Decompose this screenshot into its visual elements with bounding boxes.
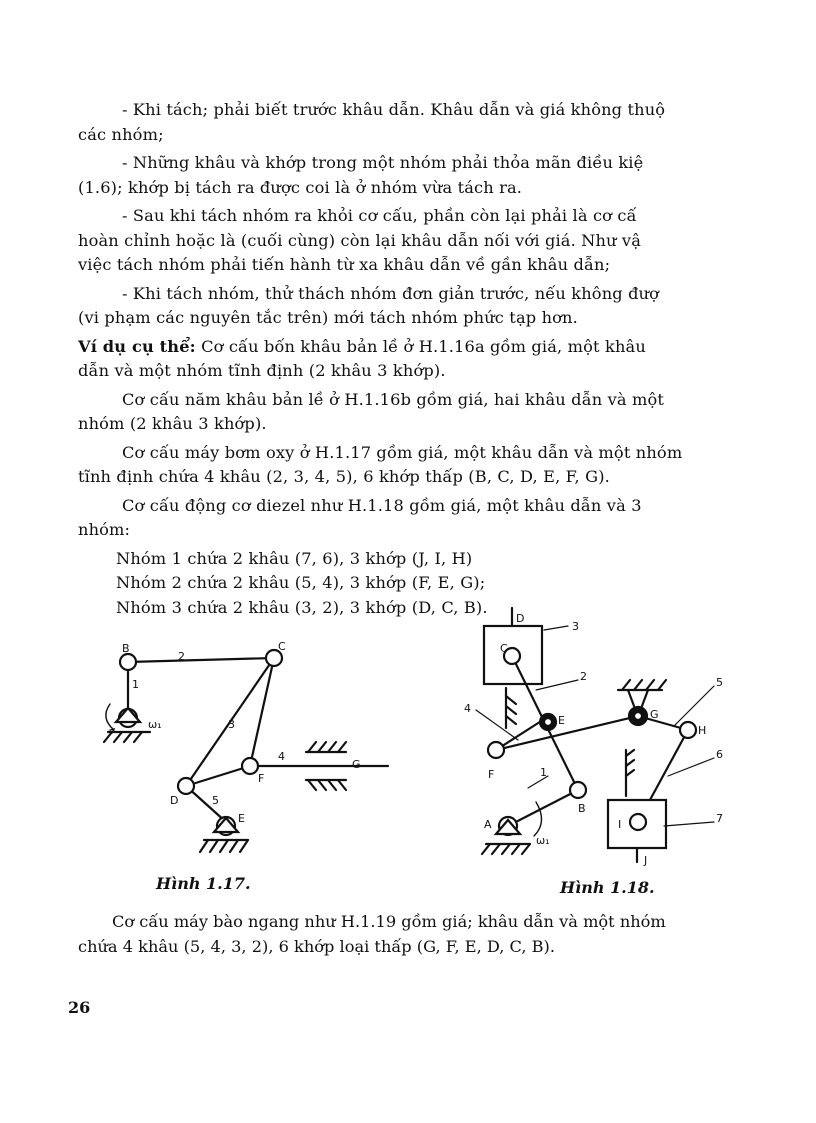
label-h: H bbox=[698, 724, 707, 737]
label-omega: ω₁ bbox=[536, 834, 550, 847]
label-link-2: 2 bbox=[580, 670, 587, 683]
label-g: G bbox=[650, 708, 659, 721]
text-line: dẫn và một nhóm tĩnh định (2 khâu 3 khớp). bbox=[78, 361, 446, 380]
label-link-5: 5 bbox=[716, 676, 723, 689]
figure-117-caption: Hình 1.17. bbox=[156, 874, 251, 893]
figures bbox=[78, 600, 768, 900]
label-d: D bbox=[516, 612, 525, 625]
text-line: hoàn chỉnh hoặc là (cuối cùng) còn lại khâu dẫn nối với giá. Như vậ bbox=[78, 230, 642, 250]
text-line: Cơ cấu bốn khâu bản lề ở H.1.16a gồm giá, một khâu bbox=[195, 336, 646, 356]
label-b: B bbox=[122, 642, 130, 655]
example-paragraph bbox=[78, 335, 756, 384]
text-line: - Khi tách nhóm, thử thách nhóm đơn giản trước, nếu không đượ bbox=[122, 283, 660, 303]
label-link-6: 6 bbox=[716, 748, 723, 761]
label-f: F bbox=[488, 768, 495, 781]
label-link-7: 7 bbox=[716, 812, 723, 825]
label-e: E bbox=[238, 812, 245, 825]
example-paragraph-2 bbox=[78, 388, 756, 437]
text-line: Cơ cấu năm khâu bản lề ở H.1.16b gồm giá, hai khâu dẫn và một bbox=[122, 389, 665, 409]
rule-paragraph-2 bbox=[78, 151, 756, 200]
label-d: D bbox=[170, 794, 179, 807]
text-line: - Khi tách; phải biết trước khâu dẫn. Khâu dẫn và giá không thuộ bbox=[122, 100, 666, 119]
text-line: - Sau khi tách nhóm ra khỏi cơ cấu, phần còn lại phải là cơ cấ bbox=[122, 206, 637, 225]
rule-paragraph-3 bbox=[78, 204, 756, 278]
label-c: C bbox=[278, 640, 286, 653]
text-line: (vi phạm các nguyên tắc trên) mới tách nhóm phức tạp hơn. bbox=[78, 308, 578, 327]
text-line: Cơ cấu động cơ diezel như H.1.18 gồm giá, một khâu dẫn và 3 bbox=[122, 495, 642, 515]
body-text bbox=[78, 98, 756, 624]
label-g: G bbox=[352, 758, 361, 771]
label-link-4: 4 bbox=[464, 702, 471, 715]
label-c: C bbox=[500, 642, 508, 655]
label-link-3: 3 bbox=[228, 718, 235, 731]
figure-118-diagram bbox=[476, 608, 714, 862]
text-line: (1.6); khớp bị tách ra được coi là ở nhóm vừa tách ra. bbox=[78, 177, 523, 197]
text-line: - Những khâu và khớp trong một nhóm phải thỏa mãn điều kiệ bbox=[122, 153, 644, 172]
label-link-3: 3 bbox=[572, 620, 579, 633]
figure-118-caption: Hình 1.18. bbox=[560, 878, 655, 897]
text-line: tĩnh định chứa 4 khâu (2, 3, 4, 5), 6 khớp thấp (B, C, D, E, F, G). bbox=[78, 467, 610, 486]
figure-117-diagram bbox=[104, 650, 388, 852]
example-label: Ví dụ cụ thể: bbox=[78, 336, 196, 356]
bottom-paragraph bbox=[78, 910, 768, 959]
label-link-5: 5 bbox=[212, 794, 219, 807]
rule-paragraph-1 bbox=[78, 98, 756, 147]
label-link-1: 1 bbox=[540, 766, 547, 779]
label-i: I bbox=[618, 818, 622, 831]
label-j: J bbox=[644, 854, 648, 867]
text-line: việc tách nhóm phải tiến hành từ xa khâu dẫn về gần khâu dẫn; bbox=[78, 255, 611, 274]
text-line: các nhóm; bbox=[78, 124, 164, 144]
label-e: E bbox=[558, 714, 565, 727]
text-line: chứa 4 khâu (5, 4, 3, 2), 6 khớp loại thấp (G, F, E, D, C, B). bbox=[78, 936, 556, 956]
example-paragraph-4 bbox=[78, 494, 756, 543]
page-number: 26 bbox=[68, 998, 91, 1017]
rule-paragraph-4 bbox=[78, 282, 756, 331]
label-f: F bbox=[258, 772, 265, 785]
label-link-4: 4 bbox=[278, 750, 285, 763]
label-link-2: 2 bbox=[178, 650, 185, 663]
label-b: B bbox=[578, 802, 586, 815]
group-item: Nhóm 3 chứa 2 khâu (3, 2), 3 khớp (D, C, B). bbox=[116, 597, 488, 617]
label-link-1: 1 bbox=[132, 678, 139, 691]
group-item: Nhóm 1 chứa 2 khâu (7, 6), 3 khớp (J, I, H) bbox=[116, 548, 473, 568]
text-line: nhóm (2 khâu 3 khớp). bbox=[78, 414, 267, 433]
text-line: nhóm: bbox=[78, 520, 131, 539]
example-paragraph-3 bbox=[78, 441, 756, 490]
text-line: Cơ cấu máy bào ngang như H.1.19 gồm giá; khâu dẫn và một nhóm bbox=[112, 912, 666, 931]
label-a: A bbox=[484, 818, 492, 831]
group-item: Nhóm 2 chứa 2 khâu (5, 4), 3 khớp (F, E, G); bbox=[116, 573, 486, 592]
label-omega: ω₁ bbox=[148, 718, 162, 731]
text-line: Cơ cấu máy bơm oxy ở H.1.17 gồm giá, một khâu dẫn và một nhóm bbox=[122, 442, 683, 462]
